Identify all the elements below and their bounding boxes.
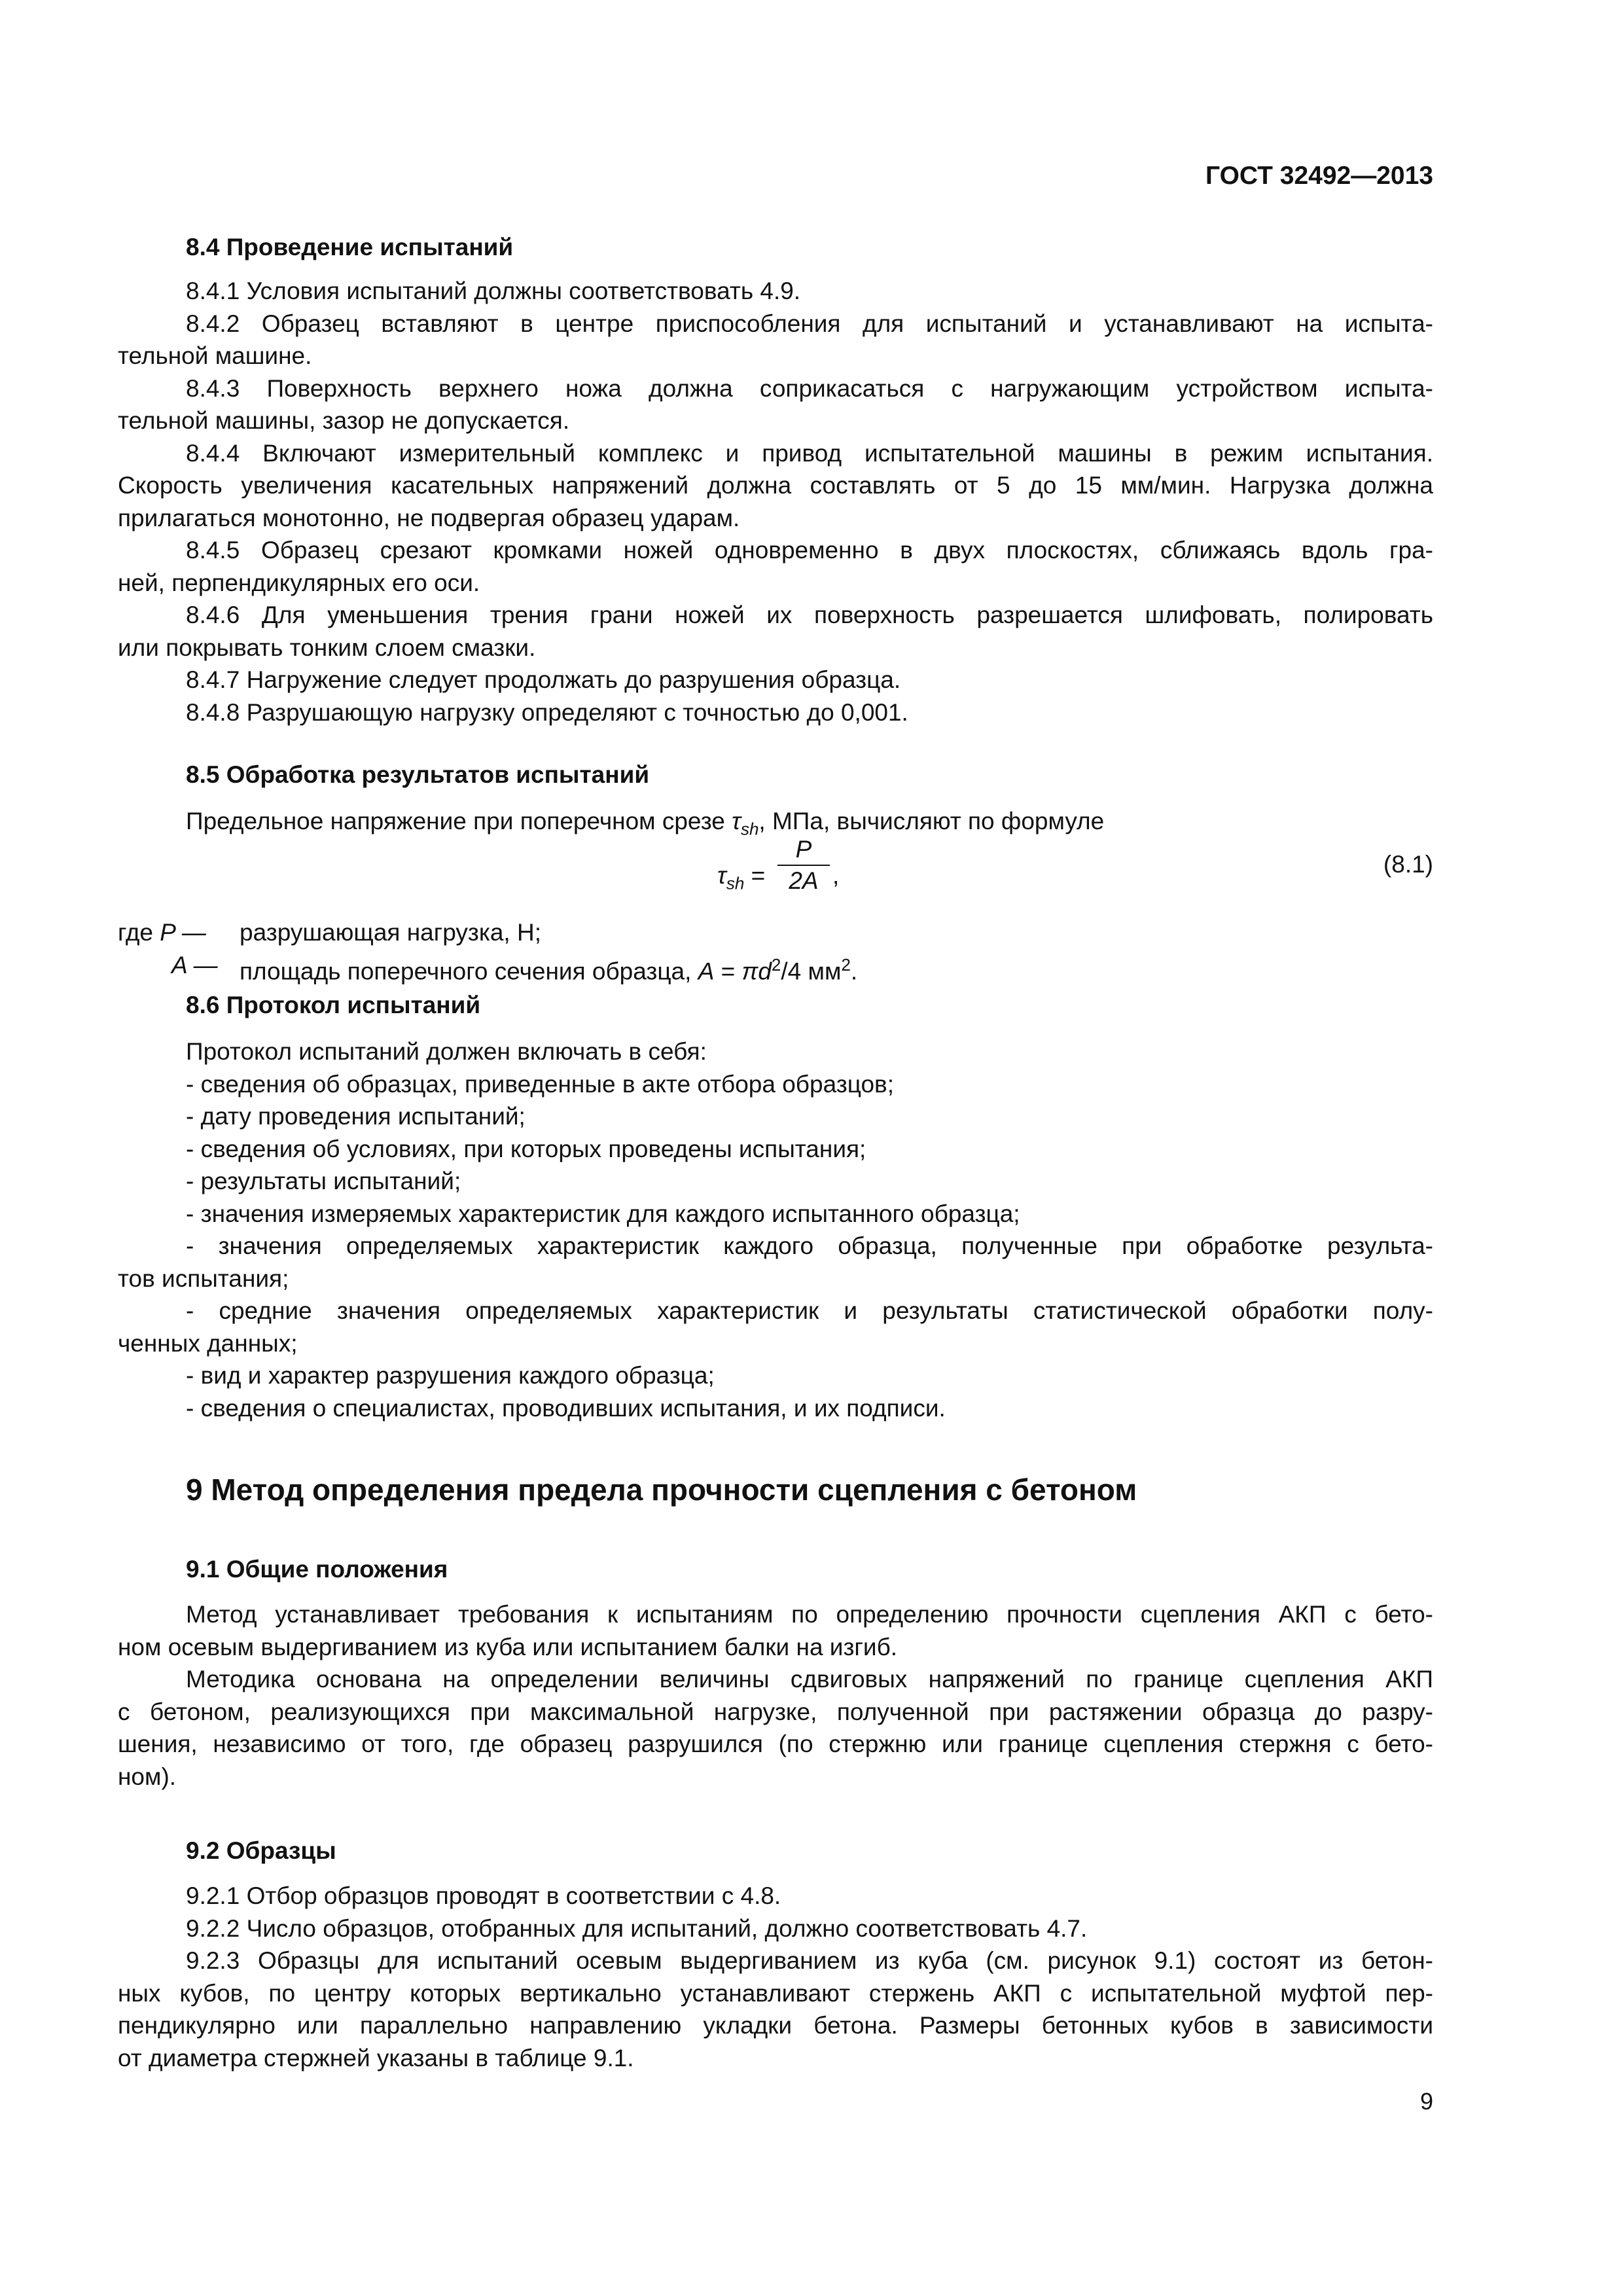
section-8-4-body <box>118 275 1433 728</box>
section-9-heading: 9 Метод определения предела прочности сцепления с бетоном <box>186 1473 1137 1507</box>
list-item: - дату проведения испытаний; <box>186 1103 526 1130</box>
section-9-1-body <box>118 1598 1433 1793</box>
list-item: - значения определяемых характеристик каждого образца, полученные при обработке результа- <box>186 1232 1433 1259</box>
section-8-6-heading: 8.6 Протокол испытаний <box>186 992 481 1018</box>
list-item: - сведения о специалистах, проводивших испытания, и их подписи. <box>186 1394 946 1422</box>
paragraph-line: от диаметра стержней указаны в таблице 9.1. <box>118 2044 634 2072</box>
paragraph-line: тельной машины, зазор не допускается. <box>118 407 570 434</box>
list-item: - вид и характер разрушения каждого образца; <box>186 1362 715 1389</box>
paragraph-line: пендикулярно или параллельно направлению укладки бетона. Размеры бетонных кубов в зависимости <box>118 2012 1433 2039</box>
paragraph-line: ней, перпендикулярных его оси. <box>118 569 480 596</box>
paragraph-line: 8.4.4 Включают измерительный комплекс и привод испытательной машины в режим испытания. <box>186 439 1433 467</box>
formula-intro: Предельное напряжение при поперечном срезе $\tau_{sh}$, МПа, вычисляют по формуле <box>186 808 1105 839</box>
paragraph-line: 8.4.6 Для уменьшения трения грани ножей их поверхность разрешается шлифовать, полировать <box>186 601 1433 628</box>
list-item: - сведения об образцах, приведенные в акте отбора образцов; <box>186 1070 894 1098</box>
legend-row-a: A — площадь поперечного сечения образца, $A = \pi d^2/4$ $мм^2$. <box>171 951 858 984</box>
paragraph-line: ном). <box>118 1763 177 1790</box>
paragraph-line: 8.4.2 Образец вставляют в центре приспособления для испытаний и устанавливают на испыта- <box>186 310 1433 337</box>
paragraph-line: шения, независимо от того, где образец разрушился (по стержню или границе сцепления стержня с бето- <box>118 1731 1433 1757</box>
list-item-continuation: тов испытания; <box>118 1265 289 1292</box>
document-header: ГОСТ 32492—2013 <box>1205 162 1433 190</box>
section-9-2-body <box>118 1880 1433 2074</box>
paragraph-line: тельной машине. <box>118 342 312 369</box>
section-8-5-heading: 8.5 Обработка результатов испытаний <box>186 761 650 788</box>
paragraph-line: 8.4.3 Поверхность верхнего ножа должна соприкасаться с нагружающим устройством испыта- <box>186 374 1433 402</box>
paragraph-line: 9.2.2 Число образцов, отобранных для испытаний, должно соответствовать 4.7. <box>186 1914 1088 1942</box>
formula-denominator: 2A <box>789 867 819 894</box>
list-item-continuation: ченных данных; <box>118 1329 298 1357</box>
formula-8-1 <box>717 836 861 908</box>
formula-numerator: P <box>795 836 812 863</box>
list-item: - результаты испытаний; <box>186 1168 461 1194</box>
list-item: - средние значения определяемых характеристик и результаты статистической обработки полу- <box>186 1297 1433 1324</box>
paragraph-line: Протокол испытаний должен включать в себя: <box>186 1038 707 1065</box>
paragraph-line: ном осевым выдергиванием из куба или испытанием балки на изгиб. <box>118 1633 898 1660</box>
paragraph-line: или покрывать тонким слоем смазки. <box>118 634 536 661</box>
list-item: - сведения об условиях, при которых проведены испытания; <box>186 1135 866 1162</box>
equation-number: (8.1) <box>1383 851 1433 878</box>
paragraph-line: 9.2.3 Образцы для испытаний осевым выдергиванием из куба (см. рисунок 9.1) состоят из бетон- <box>186 1947 1433 1974</box>
section-8-4-heading: 8.4 Проведение испытаний <box>186 234 514 260</box>
section-9-2-heading: 9.2 Образцы <box>186 1837 336 1864</box>
formula-comma: , <box>832 862 840 889</box>
list-item: - значения измеряемых характеристик для каждого испытанного образца; <box>186 1200 1020 1227</box>
formula-lhs: $\tau_{sh}$ = <box>717 862 766 893</box>
section-9-1-heading: 9.1 Общие положения <box>186 1556 448 1583</box>
paragraph-line: Методика основана на определении величины сдвиговых напряжений по границе сцепления АКП <box>186 1666 1433 1693</box>
paragraph-line: 9.2.1 Отбор образцов проводят в соответствии с 4.8. <box>186 1882 781 1909</box>
paragraph-line: 8.4.7 Нагружение следует продолжать до разрушения образца. <box>186 666 901 693</box>
paragraph-line: 8.4.8 Разрушающую нагрузку определяют с точностью до 0,001. <box>186 698 908 726</box>
page-number: 9 <box>1419 2088 1433 2115</box>
legend-row-p: где P — разрушающая нагрузка, Н; <box>118 919 541 946</box>
paragraph-line: с бетоном, реализующихся при максимальной нагрузке, полученной при растяжении образца до разру- <box>118 1698 1433 1725</box>
paragraph-line: Скорость увеличения касательных напряжений должна составлять от 5 до 15 мм/мин. Нагрузка должна <box>118 472 1433 499</box>
paragraph-line: ных кубов, по центру которых вертикально устанавливают стержень АКП с испытательной муфтой пер- <box>118 1979 1433 2007</box>
section-8-6-body <box>118 1035 1433 1424</box>
paragraph-line: Метод устанавливает требования к испытаниям по определению прочности сцепления АКП с бето- <box>186 1601 1433 1628</box>
paragraph-line: 8.4.5 Образец срезают кромками ножей одновременно в двух плоскостях, сближаясь вдоль гра- <box>186 537 1433 564</box>
paragraph-line: 8.4.1 Условия испытаний должны соответствовать 4.9. <box>186 278 801 304</box>
paragraph-line: прилагаться монотонно, не подвергая образец ударам. <box>118 504 740 531</box>
formula-fraction <box>777 836 830 895</box>
fraction-bar <box>777 865 830 866</box>
